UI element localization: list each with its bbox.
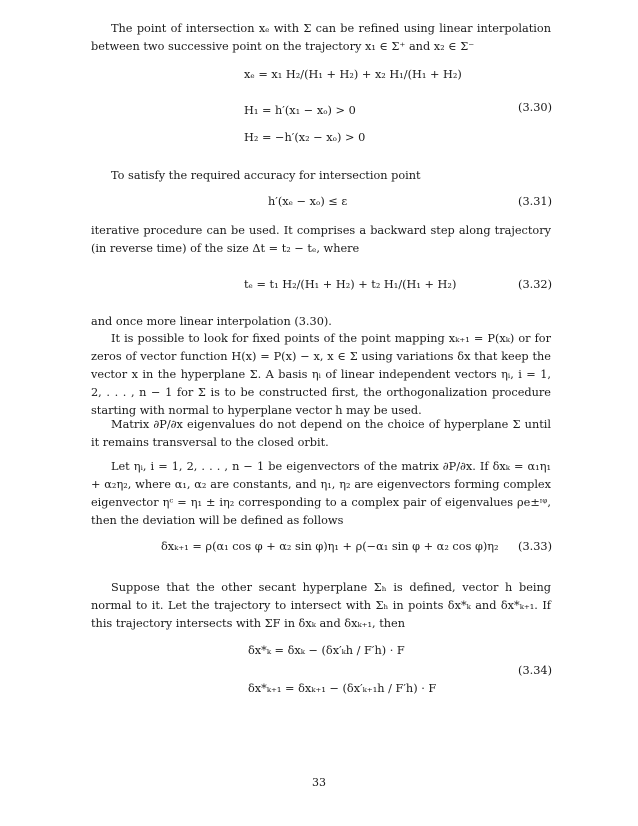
equation-3-32: tₑ = t₁ H₂/(H₁ + H₂) + t₂ H₁/(H₁ + H₂) xyxy=(244,278,457,291)
paragraph-7: Let ηᵢ, i = 1, 2, . . . , n − 1 be eigenvectors of the matrix ∂P/∂x. If δxₖ = α₁η₁ + α₂η₂, where α₁, α₂ are constants, and η₁, η₂ are eigenvectors forming complex eigenvector ηᶜ = η₁ ± iη₂ corresponding to a complex pair of eigenvalues ρe±ᶦᵠ, then the deviation will be defined as follows xyxy=(91,460,551,527)
equation-3-31: h′(xₑ − xₒ) ≤ ε xyxy=(268,195,348,208)
equation-number-3-30: (3.30) xyxy=(518,101,552,114)
page-number: 33 xyxy=(312,776,326,789)
equation-3-33: δxₖ₊₁ = ρ(α₁ cos φ + α₂ sin φ)η₁ + ρ(−α₁ sin φ + α₂ cos φ)η₂ xyxy=(161,540,499,553)
equation-3-30-a: xₑ = x₁ H₂/(H₁ + H₂) + x₂ H₁/(H₁ + H₂) xyxy=(244,68,462,81)
equation-number-3-32: (3.32) xyxy=(518,278,552,291)
paragraph-5: It is possible to look for fixed points of the point mapping xₖ₊₁ = P(xₖ) or for zeros of vector function H(x) = P(x) − x, x ∈ Σ using variations δx that keep the vector x in the hyperplane Σ. A basis ηᵢ of linear independent vectors ηᵢ, i = 1, 2, . . . , n − 1 for Σ is to be constructed first, the orthogonalization procedure starting with normal to hyperplane vector h may be used. xyxy=(91,332,551,417)
equation-number-3-31: (3.31) xyxy=(518,195,552,208)
paragraph-6: Matrix ∂P/∂x eigenvalues do not depend on the choice of hyperplane Σ until it remains transversal to the closed orbit. xyxy=(91,418,551,449)
equation-3-34-a: δx*ₖ = δxₖ − (δx′ₖh / F′h) · F xyxy=(248,644,405,657)
paragraph-8: Suppose that the other secant hyperplane Σₕ is defined, vector h being normal to it. Let the trajectory to intersect with Σₕ in points δx*ₖ and δx*ₖ₊₁. If this trajectory intersects with ΣF in δxₖ and δxₖ₊₁, then xyxy=(91,581,551,630)
equation-number-3-33: (3.33) xyxy=(518,540,552,553)
paragraph-3: iterative procedure can be used. It comprises a backward step along trajectory (in reverse time) of the size Δt = t₂ − tₑ, where xyxy=(91,224,551,255)
equation-3-34-b: δx*ₖ₊₁ = δxₖ₊₁ − (δx′ₖ₊₁h / F′h) · F xyxy=(248,682,437,695)
paragraph-1: The point of intersection xₑ with Σ can be refined using linear interpolation between two successive point on the trajectory x₁ ∈ Σ⁺ and x₂ ∈ Σ⁻ xyxy=(91,22,551,53)
paragraph-4: and once more linear interpolation (3.30). xyxy=(91,315,332,328)
paragraph-2: To satisfy the required accuracy for intersection point xyxy=(111,169,421,182)
equation-3-30-b: H₁ = h′(x₁ − xₒ) > 0 xyxy=(244,104,356,117)
equation-number-3-34: (3.34) xyxy=(518,664,552,677)
equation-3-30-c: H₂ = −h′(x₂ − xₒ) > 0 xyxy=(244,131,366,144)
